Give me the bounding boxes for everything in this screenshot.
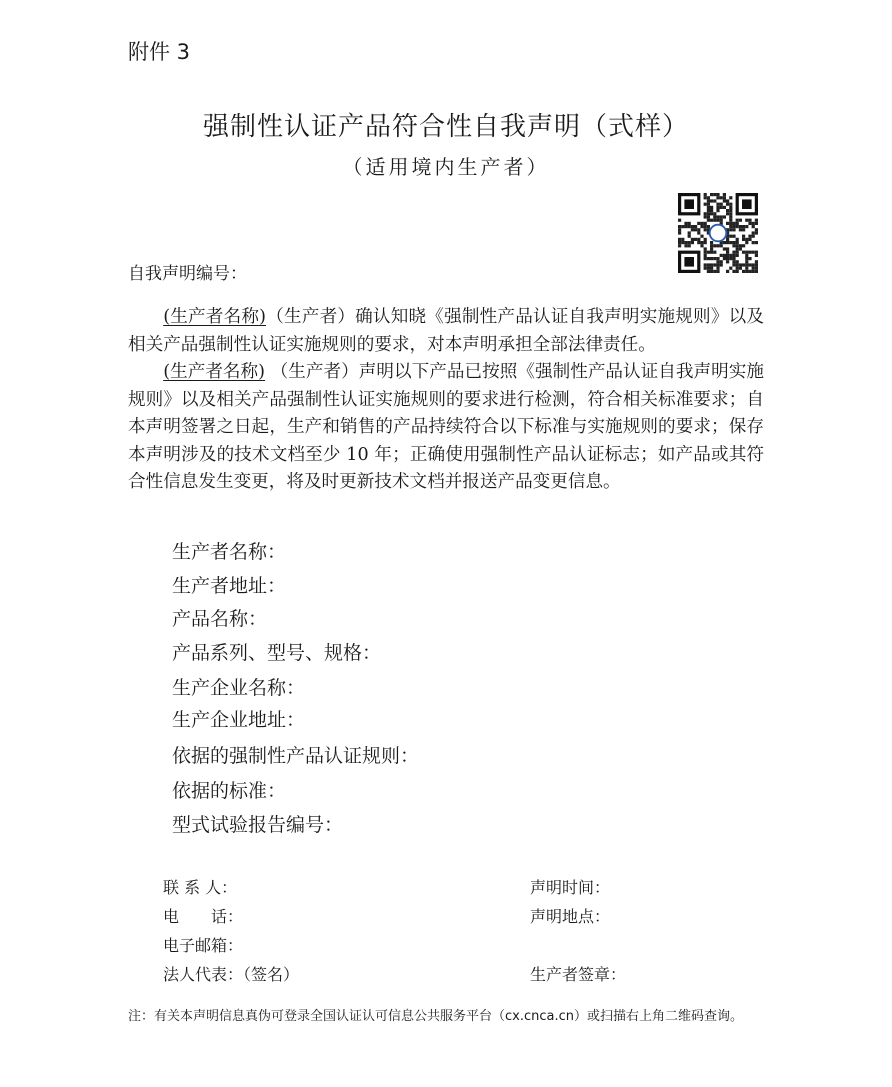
producer-seal-label: 生产者签章： <box>530 965 627 984</box>
legal-representative-label: 法人代表：（签名） <box>163 965 300 984</box>
qr-code-icon <box>678 193 758 273</box>
field-manufacturer-address: 生产企业地址： <box>172 709 306 731</box>
attachment-label: 附件 3 <box>128 40 191 64</box>
paragraph-text: （生产者）确认知晓《强制性产品认证自我声明实施规则》以及相关产品强制性认证实施规则的要求，对本声明承担全部法律责任。 <box>128 307 764 355</box>
field-producer-name: 生产者名称： <box>172 541 287 563</box>
paragraph-declaration <box>128 359 764 497</box>
document-title: 强制性认证产品符合性自我声明（式样） <box>202 112 689 142</box>
phone-label: 电 话： <box>163 907 244 926</box>
paragraph-text: （生产者）声明以下产品已按照《强制性产品认证自我声明实施规则》以及相关产品强制性认证实施规则的要求进行检测，符合相关标准要求；自本声明签署之日起，生产和销售的产品持续符合以下标准与实施规则的要求；保存本声明涉及的技术文档至少 10 年；正确使用强制性产品认证标志；如产品或其符合性信息发生变更，将及时更新技术文档并报送产品变更信息。 <box>128 362 764 492</box>
field-standards: 依据的标准： <box>172 780 287 802</box>
field-manufacturer-name: 生产企业名称： <box>172 677 306 699</box>
producer-name-blank: (生产者名称) <box>163 307 267 327</box>
field-product-model: 产品系列、型号、规格： <box>172 642 382 664</box>
field-certification-rules: 依据的强制性产品认证规则： <box>172 745 420 767</box>
producer-name-blank: (生产者名称) <box>163 362 266 382</box>
footnote: 注：有关本声明信息真伪可登录全国认证认可信息公共服务平台（cx.cnca.cn）或扫描右上角二维码查询。 <box>128 1009 743 1024</box>
declaration-number-label: 自我声明编号： <box>128 264 247 284</box>
email-label: 电子邮箱： <box>163 936 244 955</box>
field-producer-address: 生产者地址： <box>172 575 287 597</box>
declaration-place-label: 声明地点： <box>530 907 611 926</box>
declaration-time-label: 声明时间： <box>530 878 611 897</box>
field-product-name: 产品名称： <box>172 608 268 630</box>
contact-person-label: 联 系 人： <box>163 878 238 897</box>
field-type-test-report: 型式试验报告编号： <box>172 814 344 836</box>
document-subtitle: （适用境内生产者） <box>342 155 550 179</box>
paragraph-acknowledgement <box>128 304 764 359</box>
